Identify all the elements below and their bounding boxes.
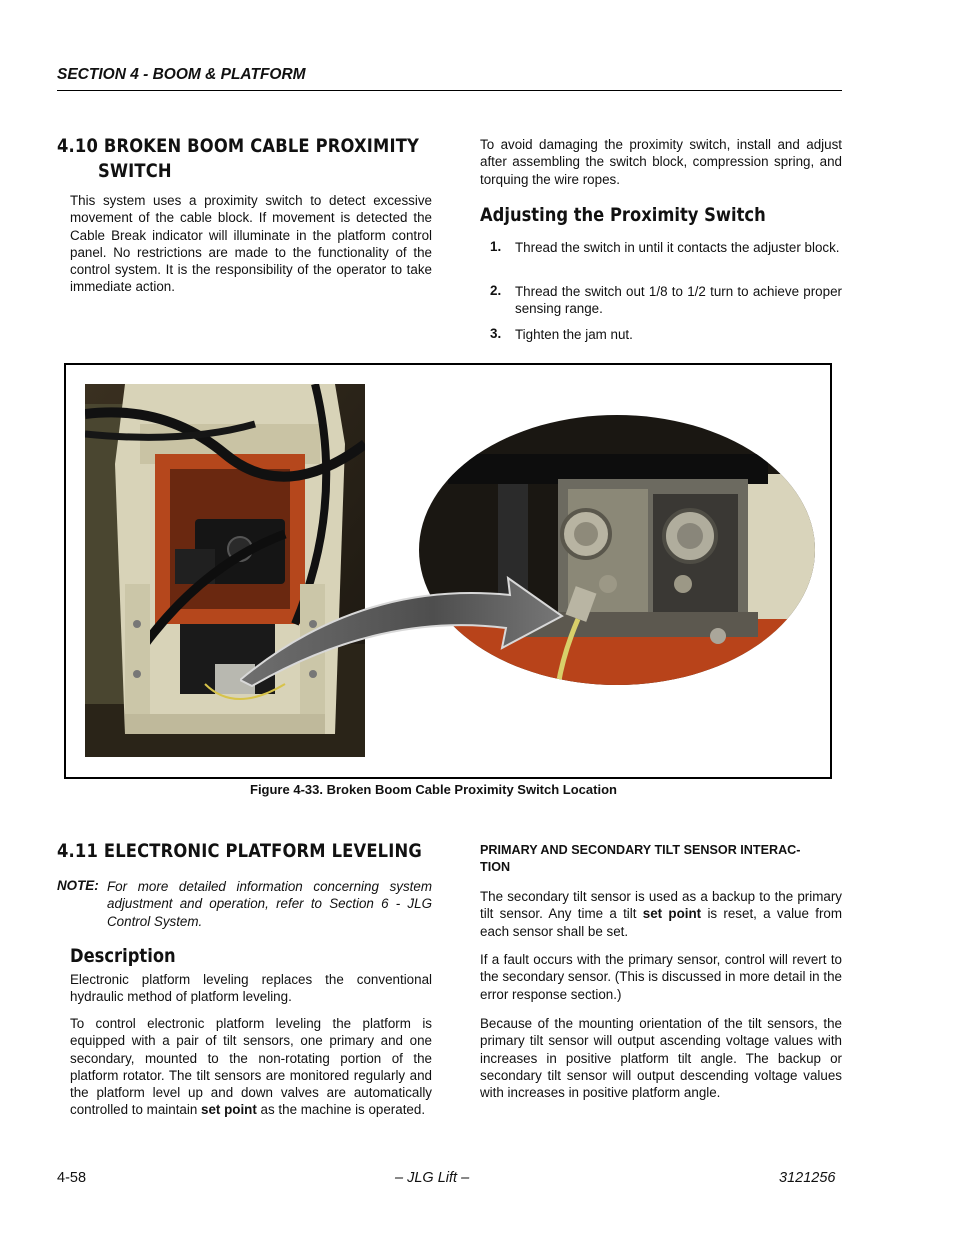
tilt-paragraph-3: Because of the mounting orientation of the tilt sensors, the primary tilt sensor will output ascending voltage values with increases in positive platform tilt angle. The backup or secondary tilt sensor will output descending voltage values with increases in positive platform angle. <box>480 1016 842 1101</box>
step-2-text: Thread the switch out 1/8 to 1/2 turn to achieve proper sensing range. <box>515 284 842 317</box>
tilt-sensor-interaction-heading: PRIMARY AND SECONDARY TILT SENSOR INTERAC- TION <box>480 843 801 874</box>
section-4-10-title-line2: SWITCH <box>98 160 172 182</box>
note-label: NOTE: <box>57 878 99 893</box>
step-3-text: Tighten the jam nut. <box>515 327 633 342</box>
adjusting-proximity-switch-title: Adjusting the Proximity Switch <box>480 204 766 226</box>
proximity-intro-text: To avoid damaging the proximity switch, install and adjust after assembling the switch block, compression spring, and torquing the wire ropes. <box>480 137 842 187</box>
tilt-paragraph-1: The secondary tilt sensor is used as a backup to the primary tilt sensor. Any time a tilt set point is reset, a value from each sensor shall be set. <box>480 889 843 939</box>
figure-caption: Figure 4-33. Broken Boom Cable Proximity Switch Location <box>250 782 617 797</box>
step-1-number: 1. <box>490 239 502 254</box>
description-paragraph-2: To control electronic platform leveling the platform is equipped with a pair of tilt sensors, one primary and one secondary, mounted to the non-rotating portion of the platform rotator. The tilt sensors are monitored regularly and the platform level up and down valves are automatically controlled to maintain set point as the machine is operated. <box>70 1016 432 1118</box>
footer-publisher: – JLG Lift – <box>395 1170 470 1186</box>
description-paragraph-1: Electronic platform leveling replaces the conventional hydraulic method of platform leveling. <box>70 972 432 1005</box>
section-4-10-body: This system uses a proximity switch to detect excessive movement of the cable block. If movement is detected the Cable Break indicator will illuminate in the platform control panel. No restrictions are made to the functionality of the control system. It is the responsibility of the operator to take immediate action. <box>70 193 432 295</box>
step-3-number: 3. <box>490 326 502 341</box>
note-text: For more detailed information concerning system adjustment and operation, refer to Section 6 - JLG Control System. <box>107 879 432 929</box>
document-number: 3121256 <box>779 1170 836 1186</box>
page-number: 4-58 <box>57 1170 87 1186</box>
header-rule <box>57 90 842 91</box>
location-arrow-icon <box>240 570 570 690</box>
description-title: Description <box>70 945 176 967</box>
section-4-11-title: 4.11 ELECTRONIC PLATFORM LEVELING <box>57 840 422 862</box>
section-header: SECTION 4 - BOOM & PLATFORM <box>57 66 306 83</box>
tilt-paragraph-2: If a fault occurs with the primary sensor, control will revert to the secondary sensor. (This is discussed in more detail in the error response section.) <box>480 952 842 1002</box>
section-4-10-title-line1: 4.10 BROKEN BOOM CABLE PROXIMITY <box>57 135 420 157</box>
step-2-number: 2. <box>490 283 502 298</box>
step-1-text: Thread the switch in until it contacts the adjuster block. <box>515 240 840 255</box>
